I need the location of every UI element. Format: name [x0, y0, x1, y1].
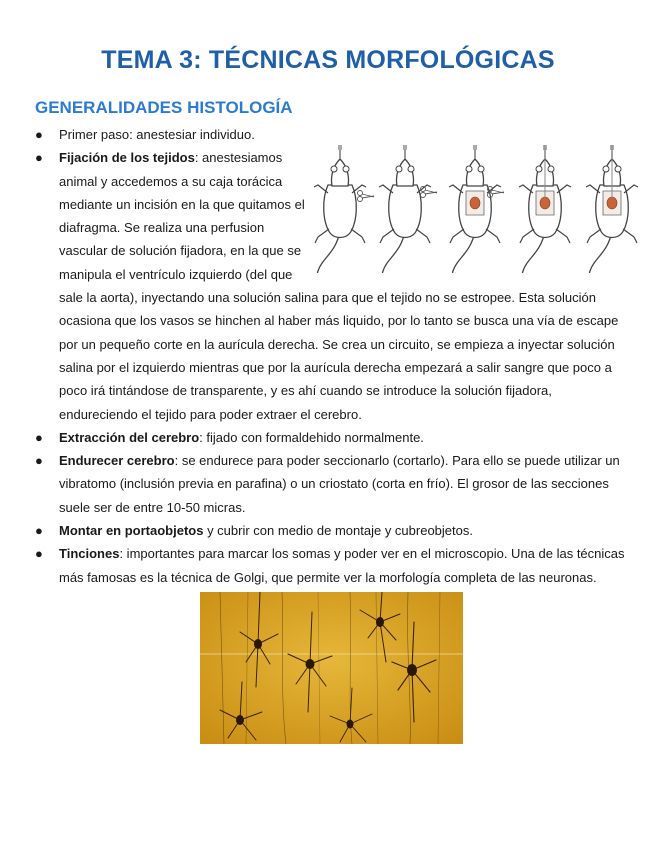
- item-label: Fijación de los tejidos: [59, 150, 195, 166]
- fixation-narrow-text: [59, 146, 334, 286]
- rat-stage-3: [449, 145, 504, 273]
- page-title: TEMA 3: TÉCNICAS MORFOLÓGICAS: [101, 46, 555, 74]
- item-text: y cubrir con medio de montaje y cubreobjetos.: [203, 523, 473, 539]
- bullet-icon: ●: [35, 150, 43, 166]
- rat-stage-5: [586, 145, 638, 273]
- rat-stage-4: [519, 145, 571, 273]
- bullet-icon: ●: [35, 453, 43, 469]
- section-heading: GENERALIDADES HISTOLOGÍA: [35, 98, 293, 117]
- item-text: Primer paso: anestesiar individuo.: [59, 127, 255, 142]
- item-label: Montar en portaobjetos: [59, 523, 204, 539]
- rat-perfusion-illustration: [300, 143, 645, 273]
- fixation-line-5: manipula el ventrículo izquierdo (del que: [59, 266, 293, 282]
- rat-stage-1: [314, 145, 374, 273]
- bullet-icon: ●: [35, 523, 43, 539]
- fixation-line-0: Fijación de los tejidos: anestesiamos: [59, 150, 283, 166]
- item-label: Extracción del cerebro: [59, 429, 200, 445]
- golgi-neurons-micrograph: [200, 592, 463, 744]
- rat-stage-2: [379, 145, 437, 273]
- list-item-mounting: [35, 519, 625, 542]
- bullet-icon: ●: [35, 546, 43, 562]
- list-item-staining: [35, 542, 625, 589]
- fixation-rest-text: sale la aorta), inyectando una solución salina para que el tejido no se estropee. Esta solución ocasiona que los vasos se hinchen al haber más liquido, por lo tanto se busca una vía de escape por un pequeño corte en la aurícula derecha. Se crea un circuito, se empieza a inyectar solución salina por el izquierdo mientras que por la aurícula derecha empezará a salir sangre que poco a poco irá tintándose de transparente, y es ahí cuando se introduce la solución fijadora, endureciendo el tejido para poder extraer el cerebro.: [59, 290, 619, 422]
- list-item-extraction: [35, 426, 625, 449]
- list-item-hardening: [35, 449, 625, 519]
- item-label: Endurecer cerebro: [59, 453, 175, 469]
- item-label: Tinciones: [59, 546, 120, 562]
- item-text: : se endurece para poder seccionarlo (cortarlo). Para ello se puede utilizar un vibratomo (inclusión previa en parafina) o un criostato (corta en frío). El grosor de las secciones suele ser de entre 10-50 micras.: [59, 453, 620, 515]
- item-text: : importantes para marcar los somas y poder ver en el microscopio. Una de las técnicas más famosas es la técnica de Golgi, que permite ver la morfología completa de las neuronas.: [59, 546, 625, 585]
- bullet-icon: ●: [35, 429, 43, 445]
- fixation-line-4: vascular de solución fijadora, en la que se: [59, 243, 302, 259]
- fixation-line-1: animal y accedemos a su caja torácica: [59, 173, 283, 189]
- item-text: : fijado con formaldehido normalmente.: [199, 429, 424, 445]
- fixation-line-2: mediante un incisión en la que quitamos el: [59, 196, 305, 212]
- fixation-line-3: diafragma. Se realiza una perfusion: [59, 220, 265, 236]
- bullet-icon: ●: [35, 127, 43, 142]
